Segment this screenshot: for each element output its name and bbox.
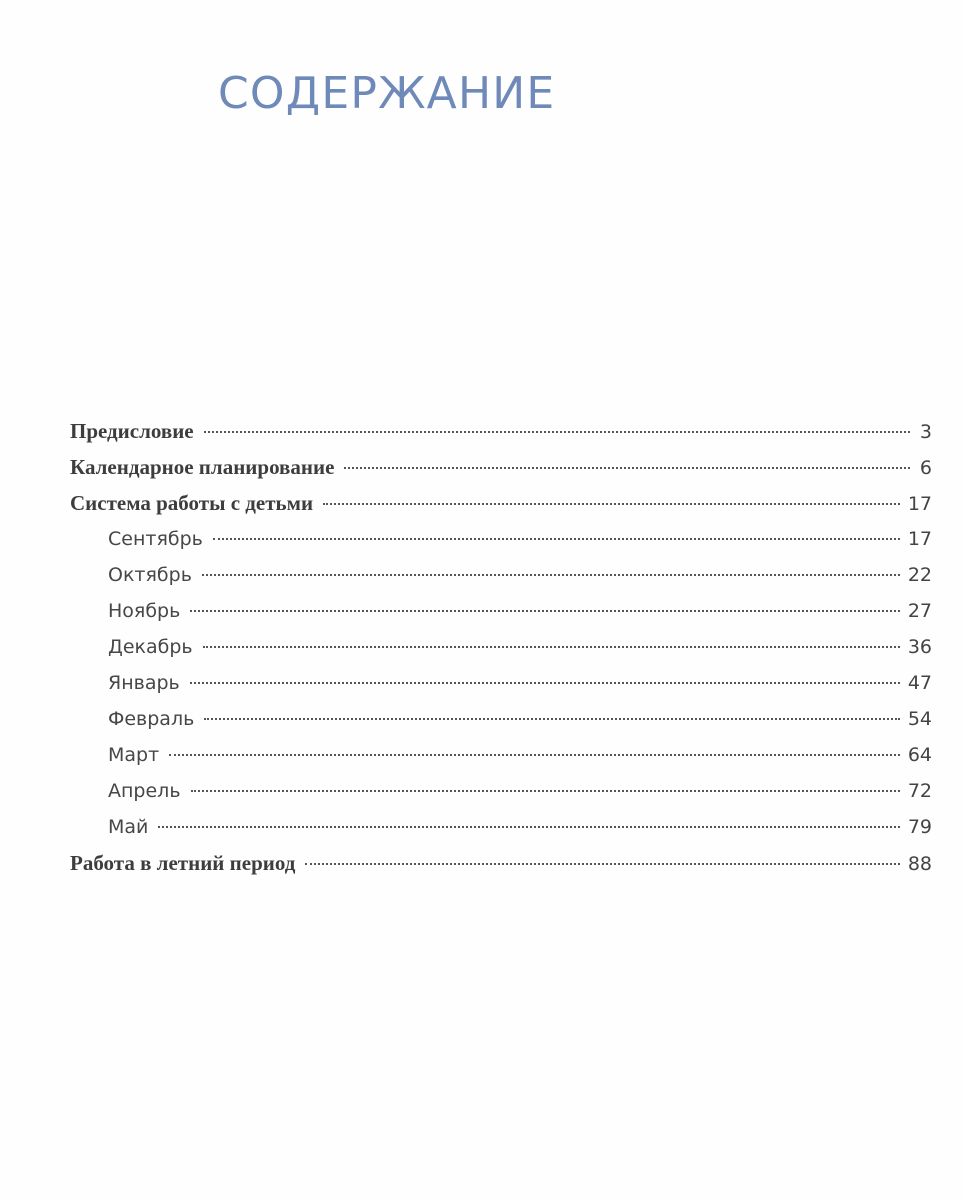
toc-page-number: 72 [907,780,932,802]
dot-leader [169,754,900,756]
toc-entry-september [70,521,932,557]
toc-entry-title: Ноябрь [108,600,181,622]
toc-entry-title: Апрель [108,780,181,802]
toc-entry-may [70,809,932,845]
dot-leader [323,503,900,505]
toc-page-number: 64 [907,744,932,766]
toc-page-number: 17 [907,493,932,515]
toc-page-number: 36 [907,636,932,658]
dot-leader [204,431,910,433]
dot-leader [203,646,900,648]
toc-entry-title: Сентябрь [108,528,203,550]
toc-entry-title: Январь [108,672,180,694]
toc-entry-title: Октябрь [108,564,192,586]
toc-entry-april [70,773,932,809]
toc-entry-summer-work [70,845,932,881]
toc-entry-title: Декабрь [108,636,193,658]
toc-entry-title: Предисловие [70,419,194,443]
toc-entry-title: Система работы с детьми [70,491,314,515]
dot-leader [204,718,900,720]
toc-entry-title: Февраль [108,708,195,730]
dot-leader [213,538,900,540]
dot-leader [202,574,900,576]
toc-page-number: 22 [907,564,932,586]
dot-leader [190,610,899,612]
dot-leader [305,863,899,865]
toc-page-number: 47 [907,672,932,694]
toc-page-number: 88 [907,853,932,875]
toc-entry-march [70,737,932,773]
toc-entry-title: Календарное планирование [70,455,335,479]
toc-entry-october [70,557,932,593]
toc-entry-work-system [70,485,932,521]
toc-entry-title: Работа в летний период [70,851,296,875]
toc-entry-calendar-planning [70,449,932,485]
toc-entry-title: Май [108,816,149,838]
dot-leader [190,682,900,684]
toc-page-number: 54 [907,708,932,730]
dot-leader [191,790,900,792]
toc-entry-january [70,665,932,701]
dot-leader [158,826,899,828]
toc-page-number: 27 [907,600,932,622]
toc-entry-title: Март [108,744,160,766]
toc-page-number: 79 [907,816,932,838]
toc-page-number: 3 [919,421,932,443]
toc-entry-foreword [70,413,932,449]
toc-entry-november [70,593,932,629]
toc-page-number: 17 [907,528,932,550]
table-of-contents-title: СОДЕРЖАНИЕ [218,68,556,119]
toc-entry-december [70,629,932,665]
toc-page-number: 6 [919,457,932,479]
table-of-contents-list [70,413,932,881]
dot-leader [344,467,910,469]
toc-entry-february [70,701,932,737]
